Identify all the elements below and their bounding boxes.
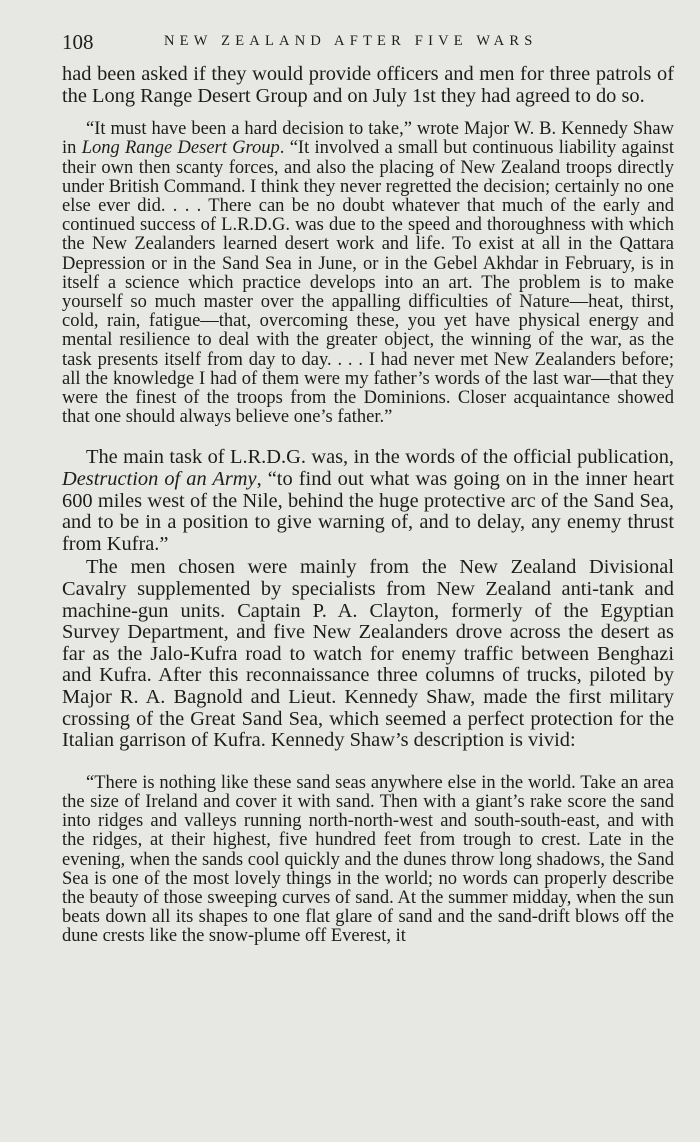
page-body: [62, 64, 674, 947]
page-number: 108: [62, 30, 94, 54]
main-task-text-rest: , “to find out what was going on in the inner heart 600 miles west of the Nile, behind the huge protective arc of the Sand Sea, and to be in a position to give warning of, and to delay, any enemy thrust from Kufra.”: [62, 468, 674, 555]
quote-paragraph-sand-seas: “There is nothing like these sand seas anywhere else in the world. Take an area the size of Ireland and cover it with sand. Then with a giant’s rake score the sand into ridges and valleys running north-north-west and south-south-east, and with the ridges, at their highest, five hundred feet from trough to crest. Late in the evening, when the sands cool quickly and the dunes throw long shadows, the Sand Sea is one of the most lovely things in the world; no words can properly describe the beauty of those sweeping curves of sand. At the summer midday, when the sun beats down all its shapes to one flat glare of sand and the sand-drift blows off the dune crests like the snow-plume off Everest, it: [62, 772, 674, 947]
quote-paragraph-kennedy-shaw: [62, 120, 674, 427]
running-head: NEW ZEALAND AFTER FIVE WARS: [164, 33, 538, 49]
paragraph-continuation: had been asked if they would provide officers and men for three patrols of the Long Range Desert Group and on July 1st they had agreed to do so.: [62, 63, 674, 107]
paragraph-main-task: [62, 447, 674, 555]
paragraph-men-chosen: The men chosen were mainly from the New Zealand Divisional Cavalry supplemented by specialists from New Zealand anti-tank and machine-gun units. Captain P. A. Clayton, formerly of the Egyptian Survey Department, and five New Zealanders drove across the desert as far as the Jalo-Kufra road to watch for enemy traffic between Benghazi and Kufra. After this reconnaissance three columns of trucks, piloted by Major R. A. Bagnold and Lieut. Kennedy Shaw, made the first military crossing of the Great Sand Sea, which seemed a perfect protection for the Italian garrison of Kufra. Kennedy Shaw’s description is vivid:: [62, 556, 674, 752]
book-title-long-range-desert-group: Long Range Desert Group: [81, 138, 280, 159]
quote-text-rest: . “It involved a small but continuous liability against their own then scanty forces, and also the placing of New Zealand troops directly under British Command. I think they never regretted the decision; certainly no one else ever did. . . . There can be no doubt whatever that much of the early and continued success of L.R.D.G. was due to the speed and thoroughness with which the New Zealanders learned desert work and life. To exist at all in the Qattara Depression or in the Sand Sea in June, or in the Gebel Akhdar in February, is in itself a science which practice develops into an art. The problem is to make yourself so much master over the appalling difficulties of Nature—heat, thirst, cold, rain, fatigue—that, overcoming these, you yet have physical energy and mental resilience to deal with the greater object, the winning of the war, as the task presents itself from day to day. . . . I had never met New Zealanders before; all the knowledge I had of them were my father’s words of the last war—that they were the finest of the troops from the Dominions. Closer acquaintance showed that one should always believe one’s father.”: [62, 138, 675, 428]
page-header: [62, 30, 668, 60]
book-title-destruction-of-an-army: Destruction of an Army: [62, 468, 257, 491]
quote-text-start: “It must have been a hard decision to take,” wrote Major W. B. Kennedy Shaw in: [62, 119, 674, 159]
main-task-text-start: The main task of L.R.D.G. was, in the words of the official publication,: [86, 446, 674, 469]
